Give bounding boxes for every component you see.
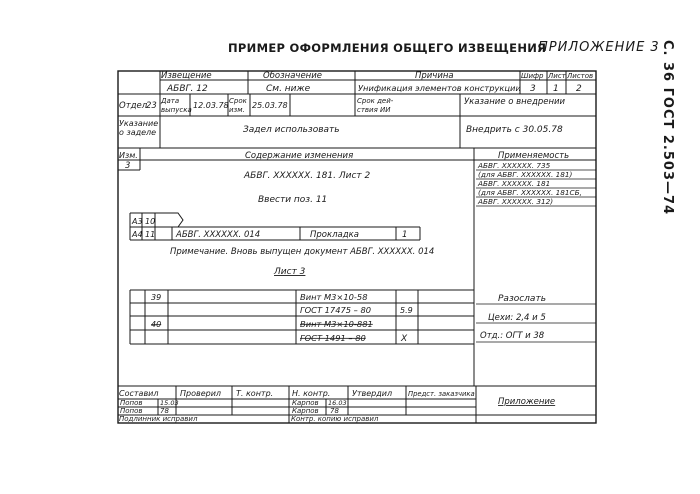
hdr-designation: Обозначение xyxy=(263,71,322,81)
appendix-label: ПРИЛОЖЕНИЕ 3 xyxy=(538,40,660,55)
compiler-name: Попов xyxy=(120,399,143,407)
compiler-day: 78 xyxy=(160,407,169,415)
term-change-label-1: Срок xyxy=(229,97,247,105)
footer-ncontrol: Н. контр. xyxy=(292,389,331,398)
spec-pos-1: 10 xyxy=(145,217,156,226)
footer-compiled: Составил xyxy=(119,389,159,398)
note-line: Примечание. Вновь выпущен документ АБВГ. XXXXXX. 014 xyxy=(170,247,435,257)
footer-tcontrol: Т. контр. xyxy=(236,389,274,398)
backlog-label-2: о заделе xyxy=(119,128,157,137)
hdr-notice: Извещение xyxy=(161,71,212,81)
ncontrol-name: Карпов xyxy=(292,399,319,407)
bolt-qty-4: X xyxy=(401,334,408,344)
page-title: ПРИМЕР ОФОРМЛЕНИЯ ОБЩЕГО ИЗВЕЩЕНИЯ xyxy=(228,41,547,55)
change-number: 3 xyxy=(125,161,131,171)
compiler-date: 15.03 xyxy=(160,399,179,407)
sheets-value: 2 xyxy=(576,84,582,94)
hdr-code: Шифр xyxy=(521,72,544,80)
departments-value: Отд.: ОГТ и 38 xyxy=(480,331,545,341)
spec-format-1: А3 xyxy=(132,217,143,226)
implement-value: Внедрить с 30.05.78 xyxy=(466,125,563,135)
applicability-5: АБВГ. XXXXXX. 312) xyxy=(478,197,554,206)
dept-value: 23 xyxy=(146,101,157,111)
bolt-name-2: ГОСТ 17475 – 80 xyxy=(300,305,372,315)
dispatch-label: Разослать xyxy=(498,294,546,304)
validity-label-1: Срок дей- xyxy=(357,97,394,105)
sheet-value: 1 xyxy=(553,84,559,94)
term-change-label-2: изм. xyxy=(229,106,245,114)
date-issue-label-1: Дата xyxy=(161,97,180,105)
implementation-label: Указание о внедрении xyxy=(464,97,566,107)
applicability-header: Применяемость xyxy=(498,151,570,161)
side-page-label: С. 36 ГОСТ 2.503—74 xyxy=(660,40,675,216)
sheet3-label: Лист 3 xyxy=(274,267,306,277)
ncontrol-date: 16.03 xyxy=(328,399,347,407)
insert-line: Ввести поз. 11 xyxy=(258,195,328,205)
validity-label-2: ствия ИИ xyxy=(357,106,391,114)
change-header: Изм. xyxy=(119,151,138,160)
spec-designation-2: АБВГ. XXXXXX. 014 xyxy=(176,230,261,240)
notice-number: АБВГ. 12 xyxy=(167,84,208,94)
reason-value: Унификация элементов конструкции xyxy=(358,83,521,93)
compiler-sign: Попов xyxy=(120,407,143,415)
original-corrected-label: Подлинник исправил xyxy=(119,415,198,423)
control-copy-label: Контр. копию исправил xyxy=(291,415,379,423)
designation-value: См. ниже xyxy=(266,84,311,94)
applicability-3: АБВГ. XXXXXX. 181 xyxy=(478,179,551,188)
date-issue-label-2: выпуска xyxy=(161,106,192,114)
applicability-4: (для АБВГ. XXXXXX. 181СБ, xyxy=(478,188,582,197)
spec-name-2: Прокладка xyxy=(310,230,359,240)
spec-qty-2: 1 xyxy=(402,230,408,240)
term-change-value: 25.03.78 xyxy=(252,101,288,110)
bolt-name-1: Винт М3×10-58 xyxy=(300,292,368,302)
date-issue-value: 12.03.78 xyxy=(193,101,229,110)
hdr-sheet: Лист xyxy=(548,72,566,80)
attachment-label: Приложение xyxy=(498,397,556,407)
hdr-sheets: Листов xyxy=(567,72,594,80)
footer-approved: Утвердил xyxy=(352,389,393,398)
bolt-name-3: Винт М3×10-881 xyxy=(300,319,373,329)
backlog-label-1: Указание xyxy=(119,119,159,128)
spec-format-2: А4 xyxy=(132,230,143,239)
content-header: Содержание изменения xyxy=(245,151,354,161)
spec-pos-2: 11 xyxy=(145,230,156,239)
applicability-2: (для АБВГ. XXXXXX. 181) xyxy=(478,170,573,179)
dept-label: Отдел xyxy=(119,101,148,111)
hdr-reason: Причина xyxy=(415,71,454,81)
backlog-value: Задел использовать xyxy=(243,125,340,135)
bolt-pos-3: 40 xyxy=(151,320,162,329)
bolt-qty-2: 5.9 xyxy=(400,306,413,315)
doc-line: АБВГ. XXXXXX. 181. Лист 2 xyxy=(244,171,371,181)
footer-customer-rep: Предст. заказчика xyxy=(408,390,475,398)
footer-checked: Проверил xyxy=(180,389,222,398)
code-value: 3 xyxy=(530,84,536,94)
ncontrol-day: 78 xyxy=(330,407,339,415)
workshops-value: Цехи: 2,4 и 5 xyxy=(488,313,546,323)
applicability-1: АБВГ. XXXXXX. 735 xyxy=(478,161,551,170)
bolt-pos-1: 39 xyxy=(151,293,162,302)
bolt-name-4: ГОСТ 1491 – 80 xyxy=(300,333,366,343)
ncontrol-sign: Карпов xyxy=(292,407,319,415)
